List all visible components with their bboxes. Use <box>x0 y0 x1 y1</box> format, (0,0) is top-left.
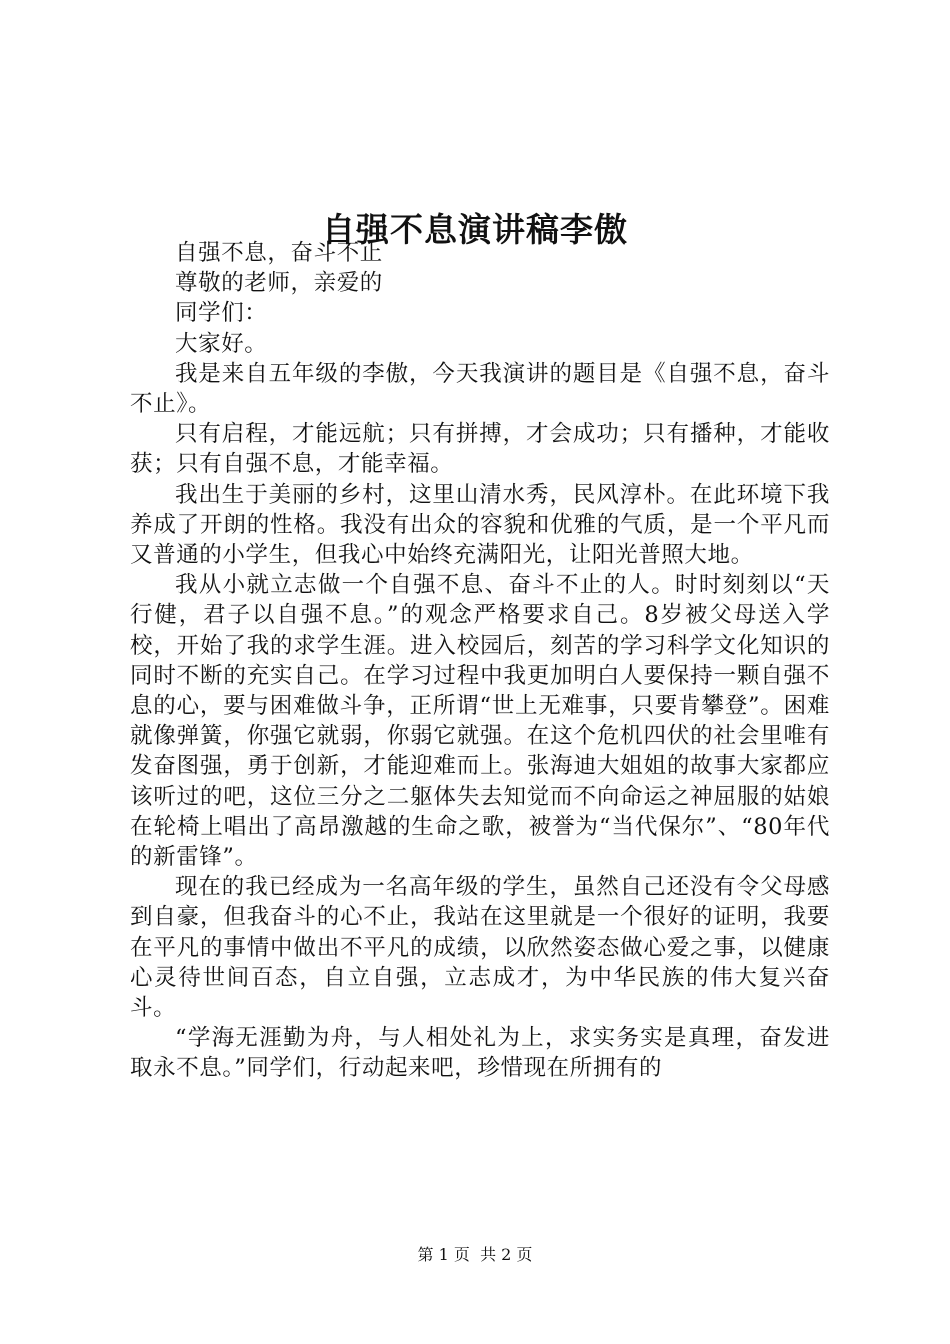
paragraph-9: 现在的我已经成为一名高年级的学生，虽然自己还没有令父母感到自豪，但我奋斗的心不止，我站在这里就是一个很好的证明，我要在平凡的事情中做出不平凡的成绩，以欣然姿态做心爱之事，以健康心灵待世间百态，自立自强，立志成才，为中华民族的伟大复兴奋斗。 <box>130 874 830 1022</box>
paragraph-7: 我出生于美丽的乡村，这里山清水秀，民风淳朴。在此环境下我养成了开朗的性格。我没有出众的容貌和优雅的气质，是一个平凡而又普通的小学生，但我心中始终充满阳光，让阳光普照大地。 <box>130 481 830 569</box>
paragraph-10: “学海无涯勤为舟，与人相处礼为上，求实务实是真理，奋发进取永不息。”同学们，行动起来吧，珍惜现在所拥有的 <box>130 1025 830 1082</box>
paragraph-4: 大家好。 <box>175 330 268 357</box>
paragraph-2: 尊敬的老师，亲爱的 <box>175 270 383 297</box>
page-number-label: 第 1 页 共 2 页 <box>417 1245 533 1264</box>
page-footer <box>0 1244 950 1266</box>
paragraph-8: 我从小就立志做一个自强不息、奋斗不止的人。时时刻刻以“天行健，君子以自强不息。”的观念严格要求自己。8岁被父母送入学校，开始了我的求学生涯。进入校园后，刻苦的学习科学文化知识的同时不断的充实自己。在学习过程中我更加明白人要保持一颗自强不息的心，要与困难做斗争，正所谓“世上无难事，只要肯攀登”。困难就像弹簧，你强它就弱，你弱它就强。在这个危机四伏的社会里唯有发奋图强，勇于创新，才能迎难而上。张海迪大姐姐的故事大家都应该听过的吧，这位三分之二躯体失去知觉而不向命运之神屈服的姑娘在轮椅上唱出了高昂激越的生命之歌，被誉为“当代保尔”、“80年代的新雷锋”。 <box>130 572 830 871</box>
document-body <box>130 238 830 1084</box>
paragraph-5: 我是来自五年级的李傲，今天我演讲的题目是《自强不息，奋斗不止》。 <box>130 360 830 418</box>
paragraph-3: 同学们： <box>175 300 268 327</box>
document-title: 自强不息演讲稿李傲 <box>322 210 628 250</box>
paragraph-6: 只有启程，才能远航；只有拼搏，才会成功；只有播种，才能收获；只有自强不息，才能幸福。 <box>130 421 830 478</box>
paragraph-1: 自强不息，奋斗不止 <box>175 240 383 266</box>
